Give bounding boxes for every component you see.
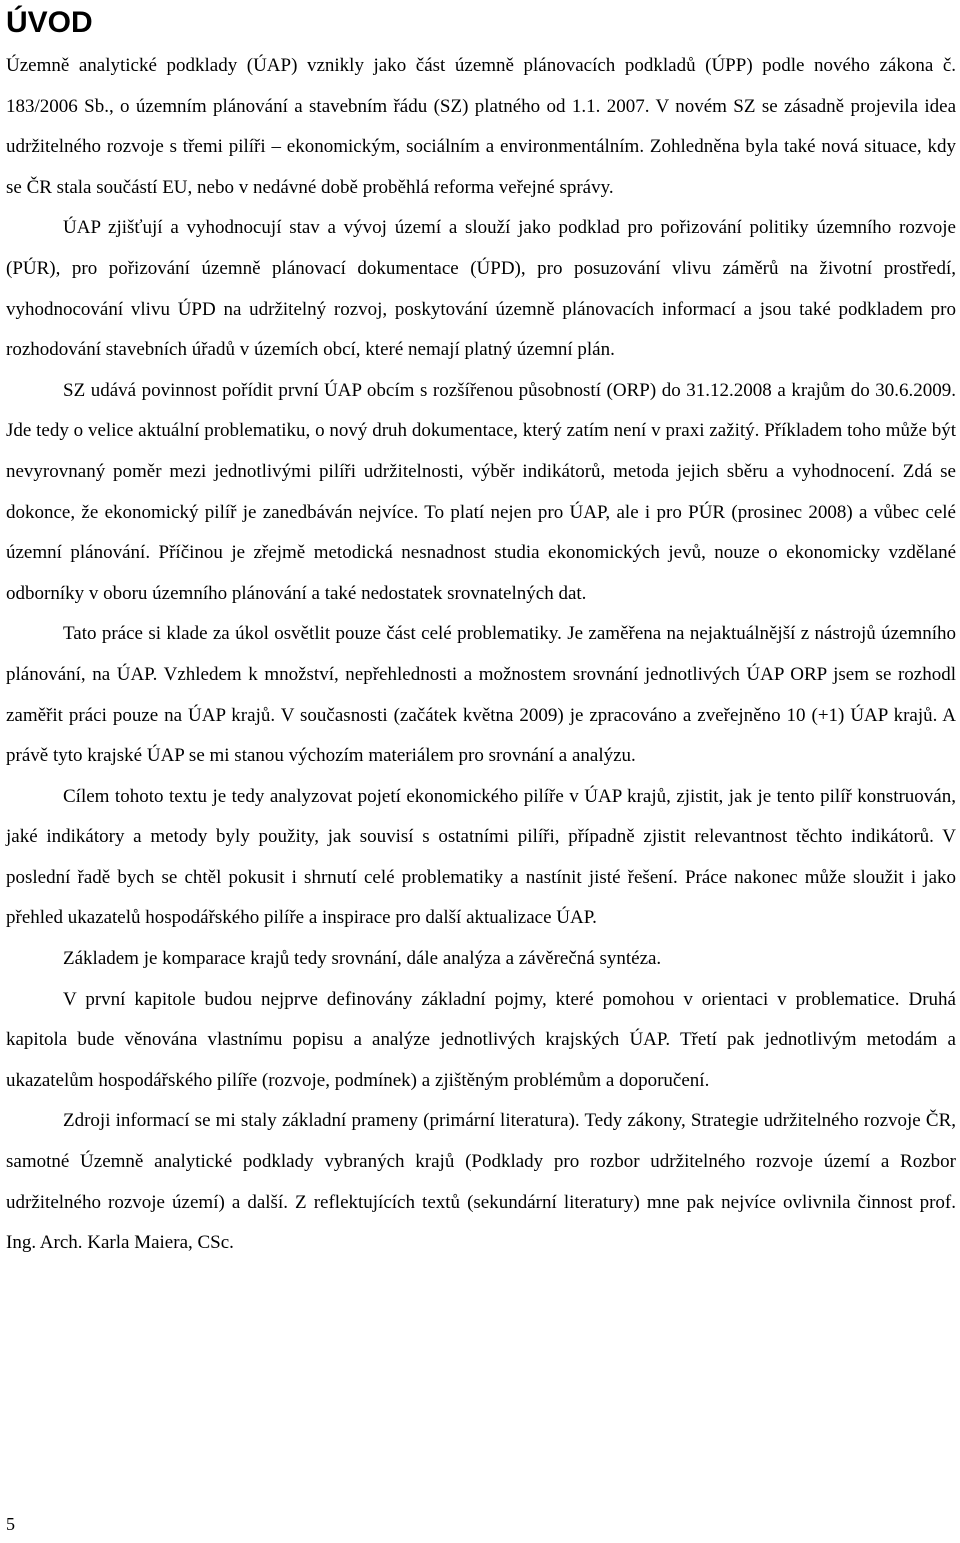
paragraph-intro: Územně analytické podklady (ÚAP) vznikly jako část územně plánovacích podkladů (ÚPP) podle nového zákona č. 183/2006 Sb., o územním plánování a stavebním řádu (SZ) platného od 1.1. 2007. V novém SZ se zásadně projevila idea udržitelného rozvoje s třemi pilíři – ekonomickým, sociálním a environmentálním. Zohledněna byla také nová situace, kdy se ČR stala součástí EU, nebo v nedávné době proběhlá reforma veřejné správy. (6, 55, 956, 198)
paragraph-aim: Cílem tohoto textu je tedy analyzovat pojetí ekonomického pilíře v ÚAP krajů, zjistit, jak je tento pilíř konstruován, jaké indikátory a metody byly použity, jak souvisí s ostatními pilíři, případně zjistit relevantnost těchto indikátorů. V poslední řadě bych se chtěl pokusit i shrnutí celé problematiky a nastínit jisté řešení. Práce nakonec může sloužit i jako přehled ukazatelů hospodářského pilíře a inspirace pro další aktualizace ÚAP. (6, 785, 956, 929)
paragraph-structure: V první kapitole budou nejprve definovány základní pojmy, které pomohou v orientaci v problematice. Druhá kapitola bude věnována vlastnímu popisu a analýze jednotlivých krajských ÚAP. Třetí pak jednotlivým metodám a ukazatelům hospodářského pilíře (rozvoje, podmínek) a zjištěným problémům a doporučení. (6, 988, 956, 1091)
document-page (6, 0, 956, 1264)
page-number: 5 (6, 1514, 15, 1534)
paragraph-method: Základem je komparace krajů tedy srovnání, dále analýza a závěrečná syntéza. (63, 948, 662, 970)
paragraph-uap-purpose: ÚAP zjišťují a vyhodnocují stav a vývoj území a slouží jako podklad pro pořizování politiky územního rozvoje (PÚR), pro pořizování územně plánovací dokumentace (ÚPD), pro posuzování vlivu záměrů na životní prostředí, vyhodnocování vlivu ÚPD na udržitelný rozvoj, poskytování územně plánovacích informací a jsou také podkladem pro rozhodování stavebních úřadů v územích obcí, které nemají platný územní plán. (6, 217, 956, 361)
chapter-heading: ÚVOD (6, 6, 93, 39)
paragraph-work-scope: Tato práce si klade za úkol osvětlit pouze část celé problematiky. Je zaměřena na nejaktuálnější z nástrojů územního plánování, na ÚAP. Vzhledem k množství, nepřehlednosti a možnostem srovnání jednotlivých ÚAP ORP jsem se rozhodl zaměřit práci pouze na ÚAP krajů. V současnosti (začátek května 2009) je zpracováno a zveřejněno 10 (+1) ÚAP krajů. A právě tyto krajské ÚAP se mi stanou výchozím materiálem pro srovnání a analýzu. (6, 623, 956, 767)
paragraph-sz-obligation: SZ udává povinnost pořídit první ÚAP obcím s rozšířenou působností (ORP) do 31.12.2008 a krajům do 30.6.2009. Jde tedy o velice aktuální problematiku, o nový druh dokumentace, který zatím není v praxi zažitý. Příkladem toho může být nevyrovnaný poměr mezi jednotlivými pilíři udržitelnosti, výběr indikátorů, metoda jejich sběru a vyhodnocení. Zdá se dokonce, že ekonomický pilíř je zanedbáván nejvíce. To platí nejen pro ÚAP, ale i pro PÚR (prosinec 2008) a vůbec celé územní plánování. Příčinou je zřejmě metodická nesnadnost studia ekonomických jevů, nouze o ekonomicky vzdělané odborníky v oboru územního plánování a také nedostatek srovnatelných dat. (6, 379, 956, 604)
paragraph-sources: Zdroji informací se mi staly základní prameny (primární literatura). Tedy zákony, Strategie udržitelného rozvoje ČR, samotné Územně analytické podklady vybraných krajů (Podklady pro rozbor udržitelného rozvoje území a Rozbor udržitelného rozvoje území) a další. Z reflektujících textů (sekundární literatury) mne pak nejvíce ovlivnila činnost prof. Ing. Arch. Karla Maiera, CSc. (6, 1110, 956, 1254)
